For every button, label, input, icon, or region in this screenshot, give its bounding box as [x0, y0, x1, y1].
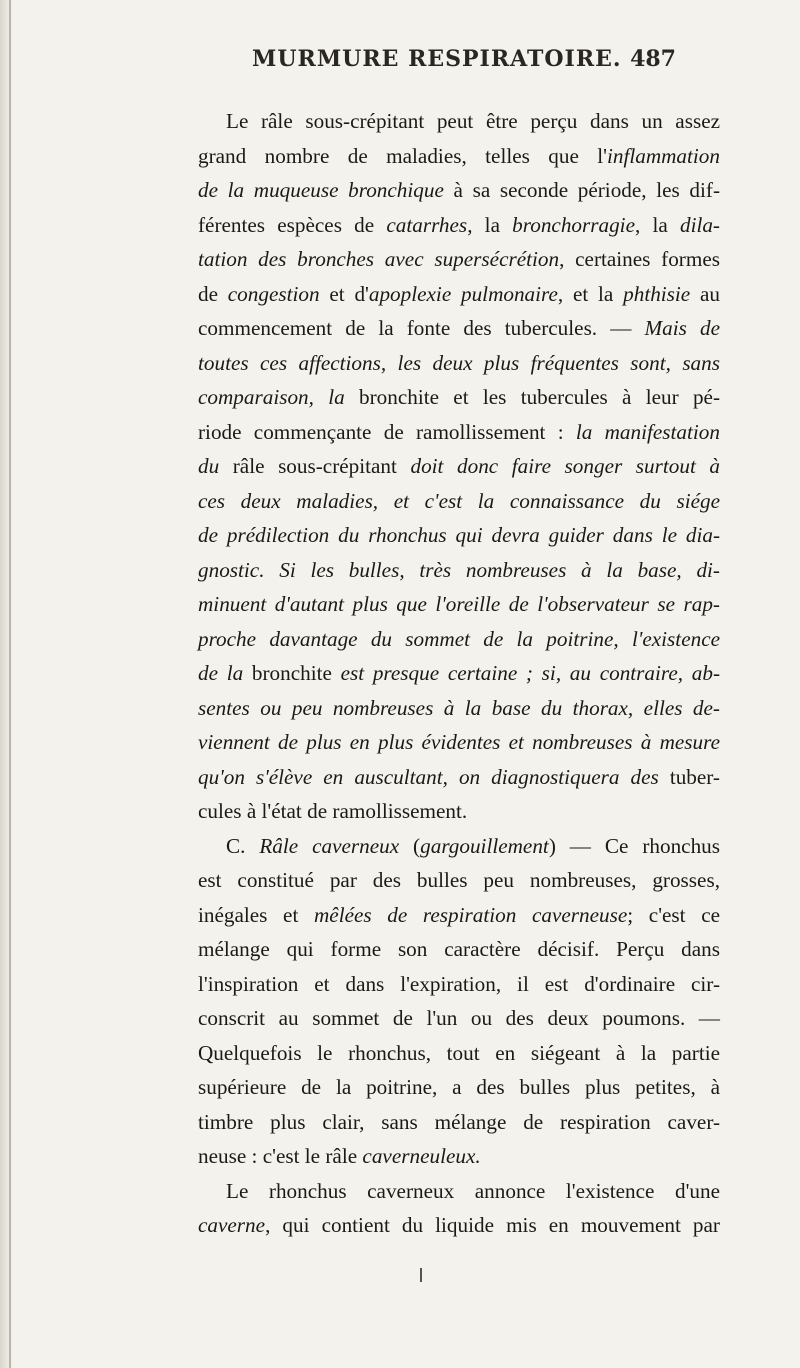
text-span: , la	[467, 212, 513, 237]
text-line	[198, 484, 720, 519]
text-line	[198, 1208, 720, 1243]
text-line	[198, 829, 720, 864]
text-line	[198, 380, 720, 415]
text-line	[198, 311, 720, 346]
running-title: MURMURE RESPIRATOIRE.	[252, 46, 622, 72]
italic-text: doit donc faire songer surtout à	[410, 454, 720, 478]
page-number: 487	[630, 46, 676, 72]
text-span: (	[399, 833, 421, 858]
italic-text: sentes ou peu nombreuses à la base du thorax, elles de-	[198, 695, 720, 720]
italic-text: toutes ces affections, les deux plus fréquentes sont, sans	[198, 350, 720, 375]
text-span: conscrit au sommet de l'un ou des deux poumons. —	[198, 1006, 720, 1030]
text-span: bronchite	[243, 661, 341, 685]
text-line	[198, 104, 720, 139]
text-span: Le rhonchus caverneux annonce l'existence d'une	[226, 1178, 720, 1203]
italic-text: mêlées de respiration caverneuse	[314, 902, 628, 927]
text-line	[198, 898, 720, 933]
text-line	[198, 622, 720, 657]
text-line	[198, 1036, 720, 1071]
italic-text: qu'on s'élève en auscultant, on diagnostiquera des	[198, 764, 659, 789]
italic-text: de la	[198, 661, 244, 685]
italic-text: caverneuleux.	[362, 1144, 481, 1168]
text-line	[198, 1001, 720, 1036]
italic-text: catarrhes	[386, 212, 468, 237]
text-span: grand nombre de maladies, telles que l'	[198, 143, 607, 168]
text-span: est constitué par des bulles peu nombreuses, grosses,	[198, 868, 720, 892]
text-span: riode commençante de ramollissement :	[198, 419, 576, 444]
text-span: mélange qui forme son caractère décisif. Perçu dans	[198, 937, 720, 961]
italic-text: de la muqueuse bronchique	[198, 178, 444, 202]
italic-text: gnostic. Si les bulles, très nombreuses à la base, di-	[198, 557, 720, 582]
text-line	[198, 553, 720, 588]
text-span: supérieure de la poitrine, a des bulles plus petites, à	[198, 1075, 720, 1099]
text-line	[198, 346, 720, 381]
italic-text: caverne	[198, 1213, 266, 1237]
text-line	[198, 173, 720, 208]
italic-text: bronchorragie	[512, 212, 635, 237]
italic-text: la manifestation	[575, 419, 720, 444]
italic-text: Mais de	[644, 316, 720, 340]
text-line	[198, 1070, 720, 1105]
italic-text: du	[198, 454, 220, 478]
text-line	[198, 967, 720, 1002]
text-span: l'inspiration et dans l'expiration, il est d'ordinaire cir-	[198, 971, 720, 996]
italic-text: gargouillement	[420, 833, 549, 858]
text-line	[198, 587, 720, 622]
text-line	[198, 277, 720, 312]
text-span: neuse : c'est le râle	[198, 1144, 363, 1168]
italic-text: apoplexie pulmonaire	[368, 281, 558, 306]
text-line	[198, 1105, 720, 1140]
text-span: à sa seconde période, les dif-	[443, 178, 720, 202]
italic-text: tation des bronches avec supersécrétion	[198, 247, 560, 271]
text-span: , et la	[557, 281, 624, 306]
text-span: cules à l'état de ramollissement.	[198, 799, 468, 823]
text-span: Le râle sous-crépitant peut être perçu dans un assez	[226, 109, 720, 133]
text-span: au	[690, 281, 720, 306]
italic-text: proche davantage du sommet de la poitrine, l'existence	[198, 626, 720, 651]
italic-text: inflammation	[606, 143, 720, 168]
text-span: ) — Ce rhonchus	[548, 833, 721, 858]
text-span: férentes espèces de	[198, 212, 387, 237]
italic-text: ces deux maladies, et c'est la connaissance du siége	[198, 488, 720, 513]
text-line	[198, 863, 720, 898]
text-line	[198, 518, 720, 553]
text-span: , qui contient du liquide mis en mouvement par	[265, 1213, 720, 1237]
text-span: bronchite et les tubercules à leur pé-	[344, 385, 721, 409]
italic-text: Râle caverneux	[259, 833, 400, 858]
text-span: Quelquefois le rhonchus, tout en siégeant à la partie	[198, 1040, 720, 1065]
text-line	[198, 1139, 720, 1174]
text-span: inégales et	[198, 902, 314, 927]
page-spine-shadow	[0, 0, 14, 1368]
italic-text: viennent de plus en plus évidentes et nombreuses à mesure	[198, 730, 720, 754]
italic-text: minuent d'autant plus que l'oreille de l'observateur se rap-	[198, 592, 720, 616]
text-span: râle sous-crépitant	[219, 454, 411, 478]
text-span: et	[319, 281, 355, 306]
italic-text: congestion	[227, 281, 320, 306]
text-line	[198, 139, 720, 174]
text-line	[198, 242, 720, 277]
italic-text: comparaison, la	[198, 385, 345, 409]
text-line	[198, 208, 720, 243]
text-line	[198, 794, 720, 829]
italic-text: est presque certaine ; si, au contraire, ab-	[340, 661, 720, 685]
text-line	[198, 932, 720, 967]
text-line	[198, 449, 720, 484]
running-header	[252, 40, 676, 80]
text-line	[198, 415, 720, 450]
italic-text: dila-	[679, 212, 720, 237]
text-span: , certaines formes	[559, 247, 720, 271]
text-line	[198, 725, 720, 760]
text-span: d'	[354, 281, 369, 306]
text-line	[198, 691, 720, 726]
text-span: ; c'est ce	[627, 902, 721, 927]
text-span: timbre plus clair, sans mélange de respiration caver-	[198, 1109, 720, 1134]
text-span: C.	[226, 833, 260, 858]
text-span: tuber-	[658, 764, 720, 789]
text-span: de	[198, 281, 228, 306]
italic-text: phthisie	[623, 281, 691, 306]
italic-text: de prédilection du rhonchus qui devra guider dans le dia-	[198, 523, 720, 547]
body-text	[198, 104, 720, 1243]
text-line	[198, 656, 720, 691]
page-spine-line	[9, 0, 11, 1368]
printer-mark	[420, 1268, 422, 1282]
text-span: , la	[634, 212, 680, 237]
text-line	[198, 760, 720, 795]
text-line	[198, 1174, 720, 1209]
text-span: commencement de la fonte des tubercules. —	[198, 316, 645, 340]
